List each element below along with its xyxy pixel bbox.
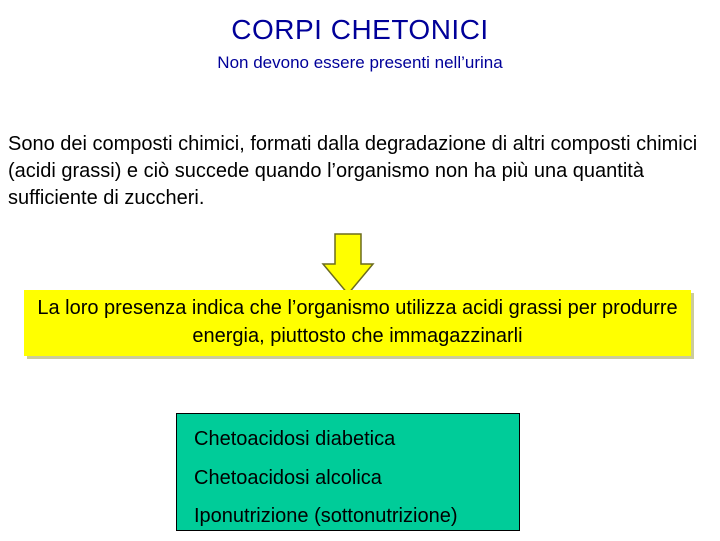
list-item-undernutrition: Iponutrizione (sottonutrizione) xyxy=(194,505,458,527)
page-title: CORPI CHETONICI xyxy=(231,14,489,45)
page-subtitle: Non devono essere presenti nell’urina xyxy=(217,53,503,72)
intro-paragraph: Sono dei composti chimici, formati dalla degradazione di altri composti chimici (acidi grassi) e ciò succede quando l’organismo non ha più una quantità sufficiente di zuccheri. xyxy=(8,133,698,209)
conditions-box xyxy=(176,413,520,531)
down-arrow-icon xyxy=(318,232,378,296)
list-item-alcoholic-ketoacidosis: Chetoacidosi alcolica xyxy=(194,466,382,489)
highlight-box xyxy=(24,290,691,356)
highlight-text: La loro presenza indica che l’organismo utilizza acidi grassi per produrre energia, piuttosto che immagazzinarli xyxy=(37,297,678,347)
list-item-diabetic-ketoacidosis: Chetoacidosi diabetica xyxy=(194,428,396,450)
